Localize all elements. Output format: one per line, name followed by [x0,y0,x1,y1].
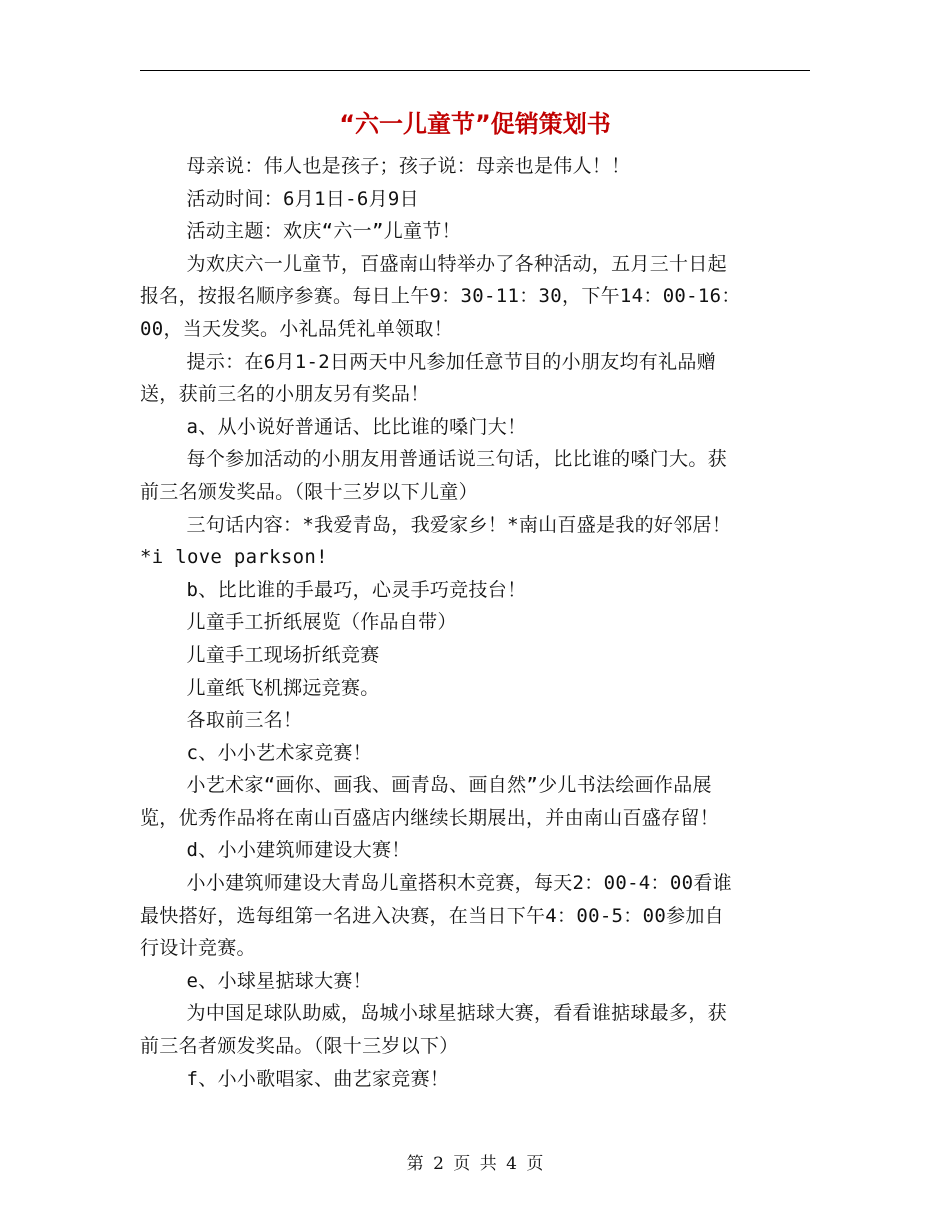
paragraph-line: c、小小艺术家竞赛！ [186,741,372,764]
paragraph-line: 各取前三名！ [186,709,303,732]
paragraph-line: d、小小建筑师建设大赛！ [186,839,411,862]
paragraph-line: 报名，按报名顺序参赛。每日上午9：30-11：30，下午14：00-16： [140,285,741,308]
paragraph-line: 每个参加活动的小朋友用普通话说三句话，比比谁的嗓门大。获 [186,448,727,471]
document-title: “六一儿童节”促销策划书 [339,110,611,138]
paragraph-line: 活动主题：欢庆“六一”儿童节！ [186,220,461,243]
paragraph-line: 小小建筑师建设大青岛儿童搭积木竞赛，每天2：00-4：00看谁 [186,872,732,895]
paragraph-line: 提示：在6月1-2日两天中凡参加任意节目的小朋友均有礼品赠 [186,350,717,373]
paragraph-line: *i love parkson! [140,546,328,569]
paragraph-line: 母亲说：伟人也是孩子；孩子说：母亲也是伟人！！ [186,155,631,177]
paragraph-line: 活动时间：6月1日-6月9日 [186,187,419,210]
paragraph-line: 00，当天发奖。小礼品凭礼单领取！ [140,317,453,340]
paragraph-line: 前三名颁发奖品。（限十三岁以下儿童） [140,480,478,503]
footer-total-pages: 4 [506,1154,517,1174]
document-body [140,150,810,1095]
paragraph-line: 儿童纸飞机掷远竞赛。 [186,676,380,699]
paragraph-line: 儿童手工现场折纸竞赛 [186,643,380,666]
paragraph-line: 儿童手工折纸展览（作品自带） [186,611,457,634]
paragraph-line: 三句话内容：*我爱青岛，我爱家乡！*南山百盛是我的好邻居！ [186,513,732,536]
footer-label-total-unit: 页 [526,1154,544,1174]
paragraph-line: f、小小歌唱家、曲艺家竞赛！ [186,1067,450,1090]
paragraph-line: e、小球星掂球大赛！ [186,969,372,992]
footer-label-page: 第 [406,1154,424,1174]
footer-current-page: 2 [433,1154,444,1174]
paragraph-line: a、从小说好普通话、比比谁的嗓门大！ [186,415,527,438]
paragraph-line: 最快搭好，选每组第一名进入决赛，在当日下午4：00-5：00参加自 [140,904,724,927]
paragraph-line: 小艺术家“画你、画我、画青岛、画自然”少儿书法绘画作品展 [186,774,712,797]
paragraph-line: 送，获前三名的小朋友另有奖品！ [140,383,430,406]
footer-label-page-unit: 页 [453,1154,471,1174]
footer-label-total: 共 [479,1154,497,1174]
paragraph-line: 览，优秀作品将在南山百盛店内继续长期展出，并由南山百盛存留！ [140,806,720,829]
page-footer [0,1152,950,1176]
header-rule [140,70,810,71]
paragraph-line: 前三名者颁发奖品。（限十三岁以下） [140,1035,459,1058]
paragraph-line: 行设计竞赛。 [140,937,256,960]
paragraph-line: b、比比谁的手最巧，心灵手巧竞技台！ [186,578,527,601]
paragraph-line: 为欢庆六一儿童节，百盛南山特举办了各种活动，五月三十日起 [186,252,727,275]
paragraph-line: 为中国足球队助威，岛城小球星掂球大赛，看看谁掂球最多，获 [186,1002,727,1025]
